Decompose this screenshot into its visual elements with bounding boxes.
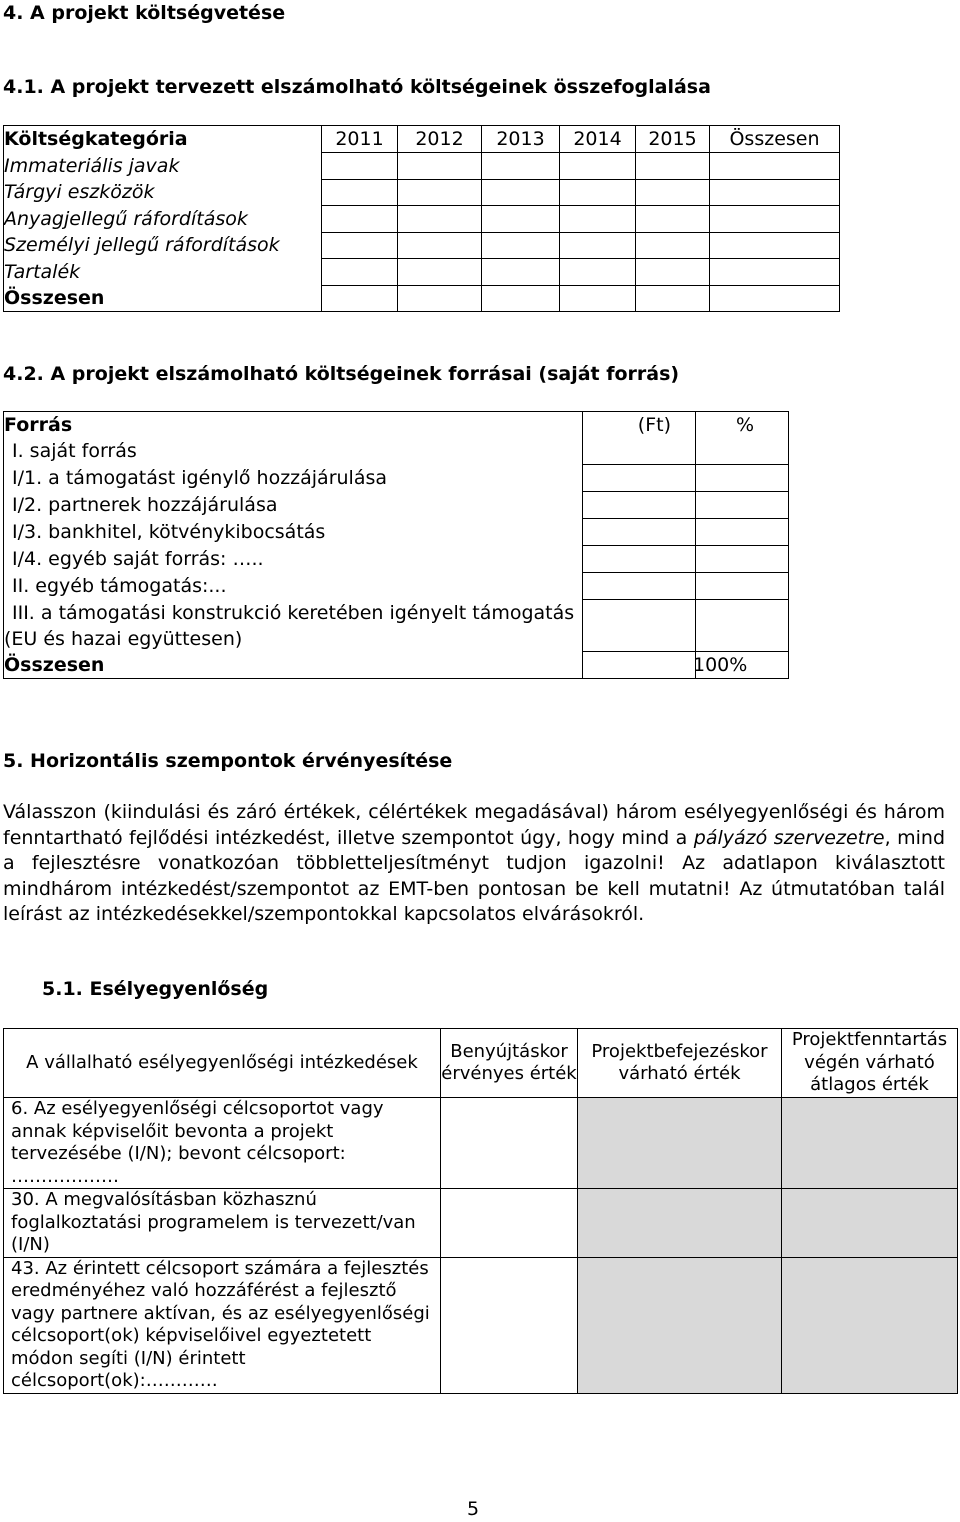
year-cell[interactable] bbox=[636, 285, 710, 312]
year-cell[interactable] bbox=[560, 179, 636, 206]
percent-cell[interactable] bbox=[696, 546, 789, 573]
paragraph-italic: pályázó szervezetre bbox=[693, 826, 885, 849]
row-label: I/3. bankhitel, kötvénykibocsátás bbox=[4, 519, 583, 546]
table-row bbox=[4, 1098, 958, 1189]
table-row bbox=[4, 206, 840, 233]
total-cell[interactable] bbox=[710, 206, 840, 233]
maintenance-cell bbox=[782, 1189, 958, 1258]
percent-cell[interactable] bbox=[696, 438, 789, 465]
section-4-1-title: 4.1. A projekt tervezett elszámolható költségeinek összefoglalása bbox=[3, 76, 711, 98]
year-cell[interactable] bbox=[636, 232, 710, 259]
ft-cell[interactable] bbox=[583, 600, 696, 652]
instructions-paragraph bbox=[3, 800, 945, 928]
header-year-2015: 2015 bbox=[636, 126, 710, 153]
year-cell[interactable] bbox=[322, 206, 398, 233]
year-cell[interactable] bbox=[482, 153, 560, 180]
header-cost-category: Költségkategória bbox=[4, 126, 322, 153]
table-row-total bbox=[4, 285, 840, 312]
table-row bbox=[4, 492, 789, 519]
year-cell[interactable] bbox=[560, 232, 636, 259]
ft-cell[interactable] bbox=[583, 519, 696, 546]
year-cell[interactable] bbox=[398, 232, 482, 259]
percent-cell[interactable] bbox=[696, 600, 789, 652]
row-label-total: Összesen bbox=[4, 285, 322, 312]
table-row bbox=[4, 232, 840, 259]
total-cell[interactable] bbox=[710, 259, 840, 286]
row-label: II. egyéb támogatás:... bbox=[4, 573, 583, 600]
section-4-2-title: 4.2. A projekt elszámolható költségeinek forrásai (saját forrás) bbox=[3, 363, 680, 385]
header-source: Forrás bbox=[4, 412, 583, 439]
header-year-2013: 2013 bbox=[482, 126, 560, 153]
header-measures: A vállalható esélyegyenlőségi intézkedések bbox=[4, 1029, 441, 1098]
row-label: I. saját forrás bbox=[4, 438, 583, 465]
year-cell[interactable] bbox=[560, 206, 636, 233]
section-5-1-title: 5.1. Esélyegyenlőség bbox=[42, 978, 269, 1000]
row-label: Anyagjellegű ráfordítások bbox=[4, 206, 322, 233]
percent-cell[interactable] bbox=[696, 465, 789, 492]
year-cell[interactable] bbox=[398, 206, 482, 233]
year-cell[interactable] bbox=[560, 259, 636, 286]
measure-item: 30. A megvalósításban közhasznú foglalkoztatási programelem is tervezett/van (I/N) bbox=[4, 1189, 441, 1258]
table-header-row bbox=[4, 1029, 958, 1098]
year-cell[interactable] bbox=[322, 259, 398, 286]
ft-cell[interactable] bbox=[583, 573, 696, 600]
table-row bbox=[4, 600, 789, 652]
row-label: I/1. a támogatást igénylő hozzájárulása bbox=[4, 465, 583, 492]
percent-cell[interactable] bbox=[696, 519, 789, 546]
ft-cell[interactable] bbox=[583, 438, 696, 465]
measure-item: 43. Az érintett célcsoport számára a fejlesztés eredményéhez való hozzáférést a fejlesztő vagy partnere aktívan, és az esélyegyenlőségi célcsoport(ok) képviselőivel egyeztetett módon segíti (I/N) érintett célcsoport(ok):………… bbox=[4, 1257, 441, 1393]
submission-cell[interactable] bbox=[441, 1189, 578, 1258]
header-year-2011: 2011 bbox=[322, 126, 398, 153]
header-total: Összesen bbox=[710, 126, 840, 153]
table-row bbox=[4, 1257, 958, 1393]
year-cell[interactable] bbox=[482, 232, 560, 259]
percent-cell[interactable] bbox=[696, 492, 789, 519]
table-row bbox=[4, 259, 840, 286]
header-year-2014: 2014 bbox=[560, 126, 636, 153]
table-row bbox=[4, 519, 789, 546]
year-cell[interactable] bbox=[482, 179, 560, 206]
ft-cell[interactable] bbox=[583, 652, 696, 679]
completion-cell bbox=[578, 1257, 782, 1393]
row-label: Személyi jellegű ráfordítások bbox=[4, 232, 322, 259]
maintenance-cell bbox=[782, 1098, 958, 1189]
row-label: III. a támogatási konstrukció keretében igényelt támogatás (EU és hazai együttesen) bbox=[4, 600, 583, 652]
year-cell[interactable] bbox=[636, 206, 710, 233]
paragraph-part-1: Válasszon (kiindulási és záró értékek, célértékek megadásával) három esélyegyenlőségi és három fenntartható fejlődési intézkedést, illetve szempontot úgy, hogy mind a bbox=[3, 801, 945, 849]
maintenance-cell bbox=[782, 1257, 958, 1393]
total-cell[interactable] bbox=[710, 232, 840, 259]
header-submission-value: Benyújtáskor érvényes érték bbox=[441, 1029, 578, 1098]
year-cell[interactable] bbox=[322, 179, 398, 206]
total-cell[interactable] bbox=[710, 285, 840, 312]
table-header-row bbox=[4, 412, 789, 439]
table-row bbox=[4, 179, 840, 206]
cost-summary-table bbox=[3, 125, 840, 312]
equal-opportunity-table bbox=[3, 1028, 958, 1394]
ft-cell[interactable] bbox=[583, 546, 696, 573]
submission-cell[interactable] bbox=[441, 1098, 578, 1189]
year-cell[interactable] bbox=[560, 285, 636, 312]
header-year-2012: 2012 bbox=[398, 126, 482, 153]
paragraph-part-2: , mind a fejlesztésre vonatkozóan többletteljesítményt tudjon igazolni! Az adatlapon kiválasztott mindhárom intézkedést/szempontot az EMT-ben pontosan be kell mutatni! Az útmutatóban talál leírást az intézkedésekkel/szempontokkal kapcsolatos elvárásokról. bbox=[3, 826, 945, 925]
ft-cell[interactable] bbox=[583, 465, 696, 492]
row-label: I/4. egyéb saját forrás: ….. bbox=[4, 546, 583, 573]
table-row bbox=[4, 1189, 958, 1258]
row-label: Immateriális javak bbox=[4, 153, 322, 180]
funding-sources-table bbox=[3, 411, 789, 679]
row-label-total: Összesen bbox=[4, 652, 583, 679]
year-cell[interactable] bbox=[322, 285, 398, 312]
header-maintenance-value: Projektfenntartás végén várható átlagos érték bbox=[782, 1029, 958, 1098]
year-cell[interactable] bbox=[482, 285, 560, 312]
percent-cell[interactable] bbox=[696, 573, 789, 600]
page-number: 5 bbox=[467, 1498, 480, 1520]
percent-total bbox=[693, 652, 789, 679]
year-cell[interactable] bbox=[482, 206, 560, 233]
row-label: Tartalék bbox=[4, 259, 322, 286]
year-cell[interactable] bbox=[636, 179, 710, 206]
section-4-title: 4. A projekt költségvetése bbox=[3, 2, 286, 24]
year-cell[interactable] bbox=[636, 259, 710, 286]
year-cell[interactable] bbox=[398, 259, 482, 286]
table-row bbox=[4, 546, 789, 573]
submission-cell[interactable] bbox=[441, 1257, 578, 1393]
total-cell[interactable] bbox=[710, 179, 840, 206]
year-cell[interactable] bbox=[636, 153, 710, 180]
year-cell[interactable] bbox=[560, 153, 636, 180]
table-row bbox=[4, 573, 789, 600]
table-header-row bbox=[4, 126, 840, 153]
table-row-total bbox=[4, 652, 789, 679]
year-cell[interactable] bbox=[398, 153, 482, 180]
table-row bbox=[4, 438, 789, 465]
measure-item: 6. Az esélyegyenlőségi célcsoportot vagy annak képviselőit bevonta a projekt tervezésébe (I/N); bevont célcsoport: ……………… bbox=[4, 1098, 441, 1189]
completion-cell bbox=[578, 1189, 782, 1258]
year-cell[interactable] bbox=[398, 285, 482, 312]
year-cell[interactable] bbox=[482, 259, 560, 286]
year-cell[interactable] bbox=[398, 179, 482, 206]
completion-cell bbox=[578, 1098, 782, 1189]
total-cell[interactable] bbox=[710, 153, 840, 180]
year-cell[interactable] bbox=[322, 153, 398, 180]
table-row bbox=[4, 465, 789, 492]
header-completion-value: Projektbefejezéskor várható érték bbox=[578, 1029, 782, 1098]
year-cell[interactable] bbox=[322, 232, 398, 259]
percent-total-value: 100% bbox=[693, 654, 748, 676]
section-5-title: 5. Horizontális szempontok érvényesítése bbox=[3, 750, 453, 772]
table-row bbox=[4, 153, 840, 180]
ft-cell[interactable] bbox=[583, 492, 696, 519]
row-label: Tárgyi eszközök bbox=[4, 179, 322, 206]
row-label: I/2. partnerek hozzájárulása bbox=[4, 492, 583, 519]
header-percent: % bbox=[696, 412, 789, 439]
header-ft: (Ft) bbox=[583, 412, 696, 439]
